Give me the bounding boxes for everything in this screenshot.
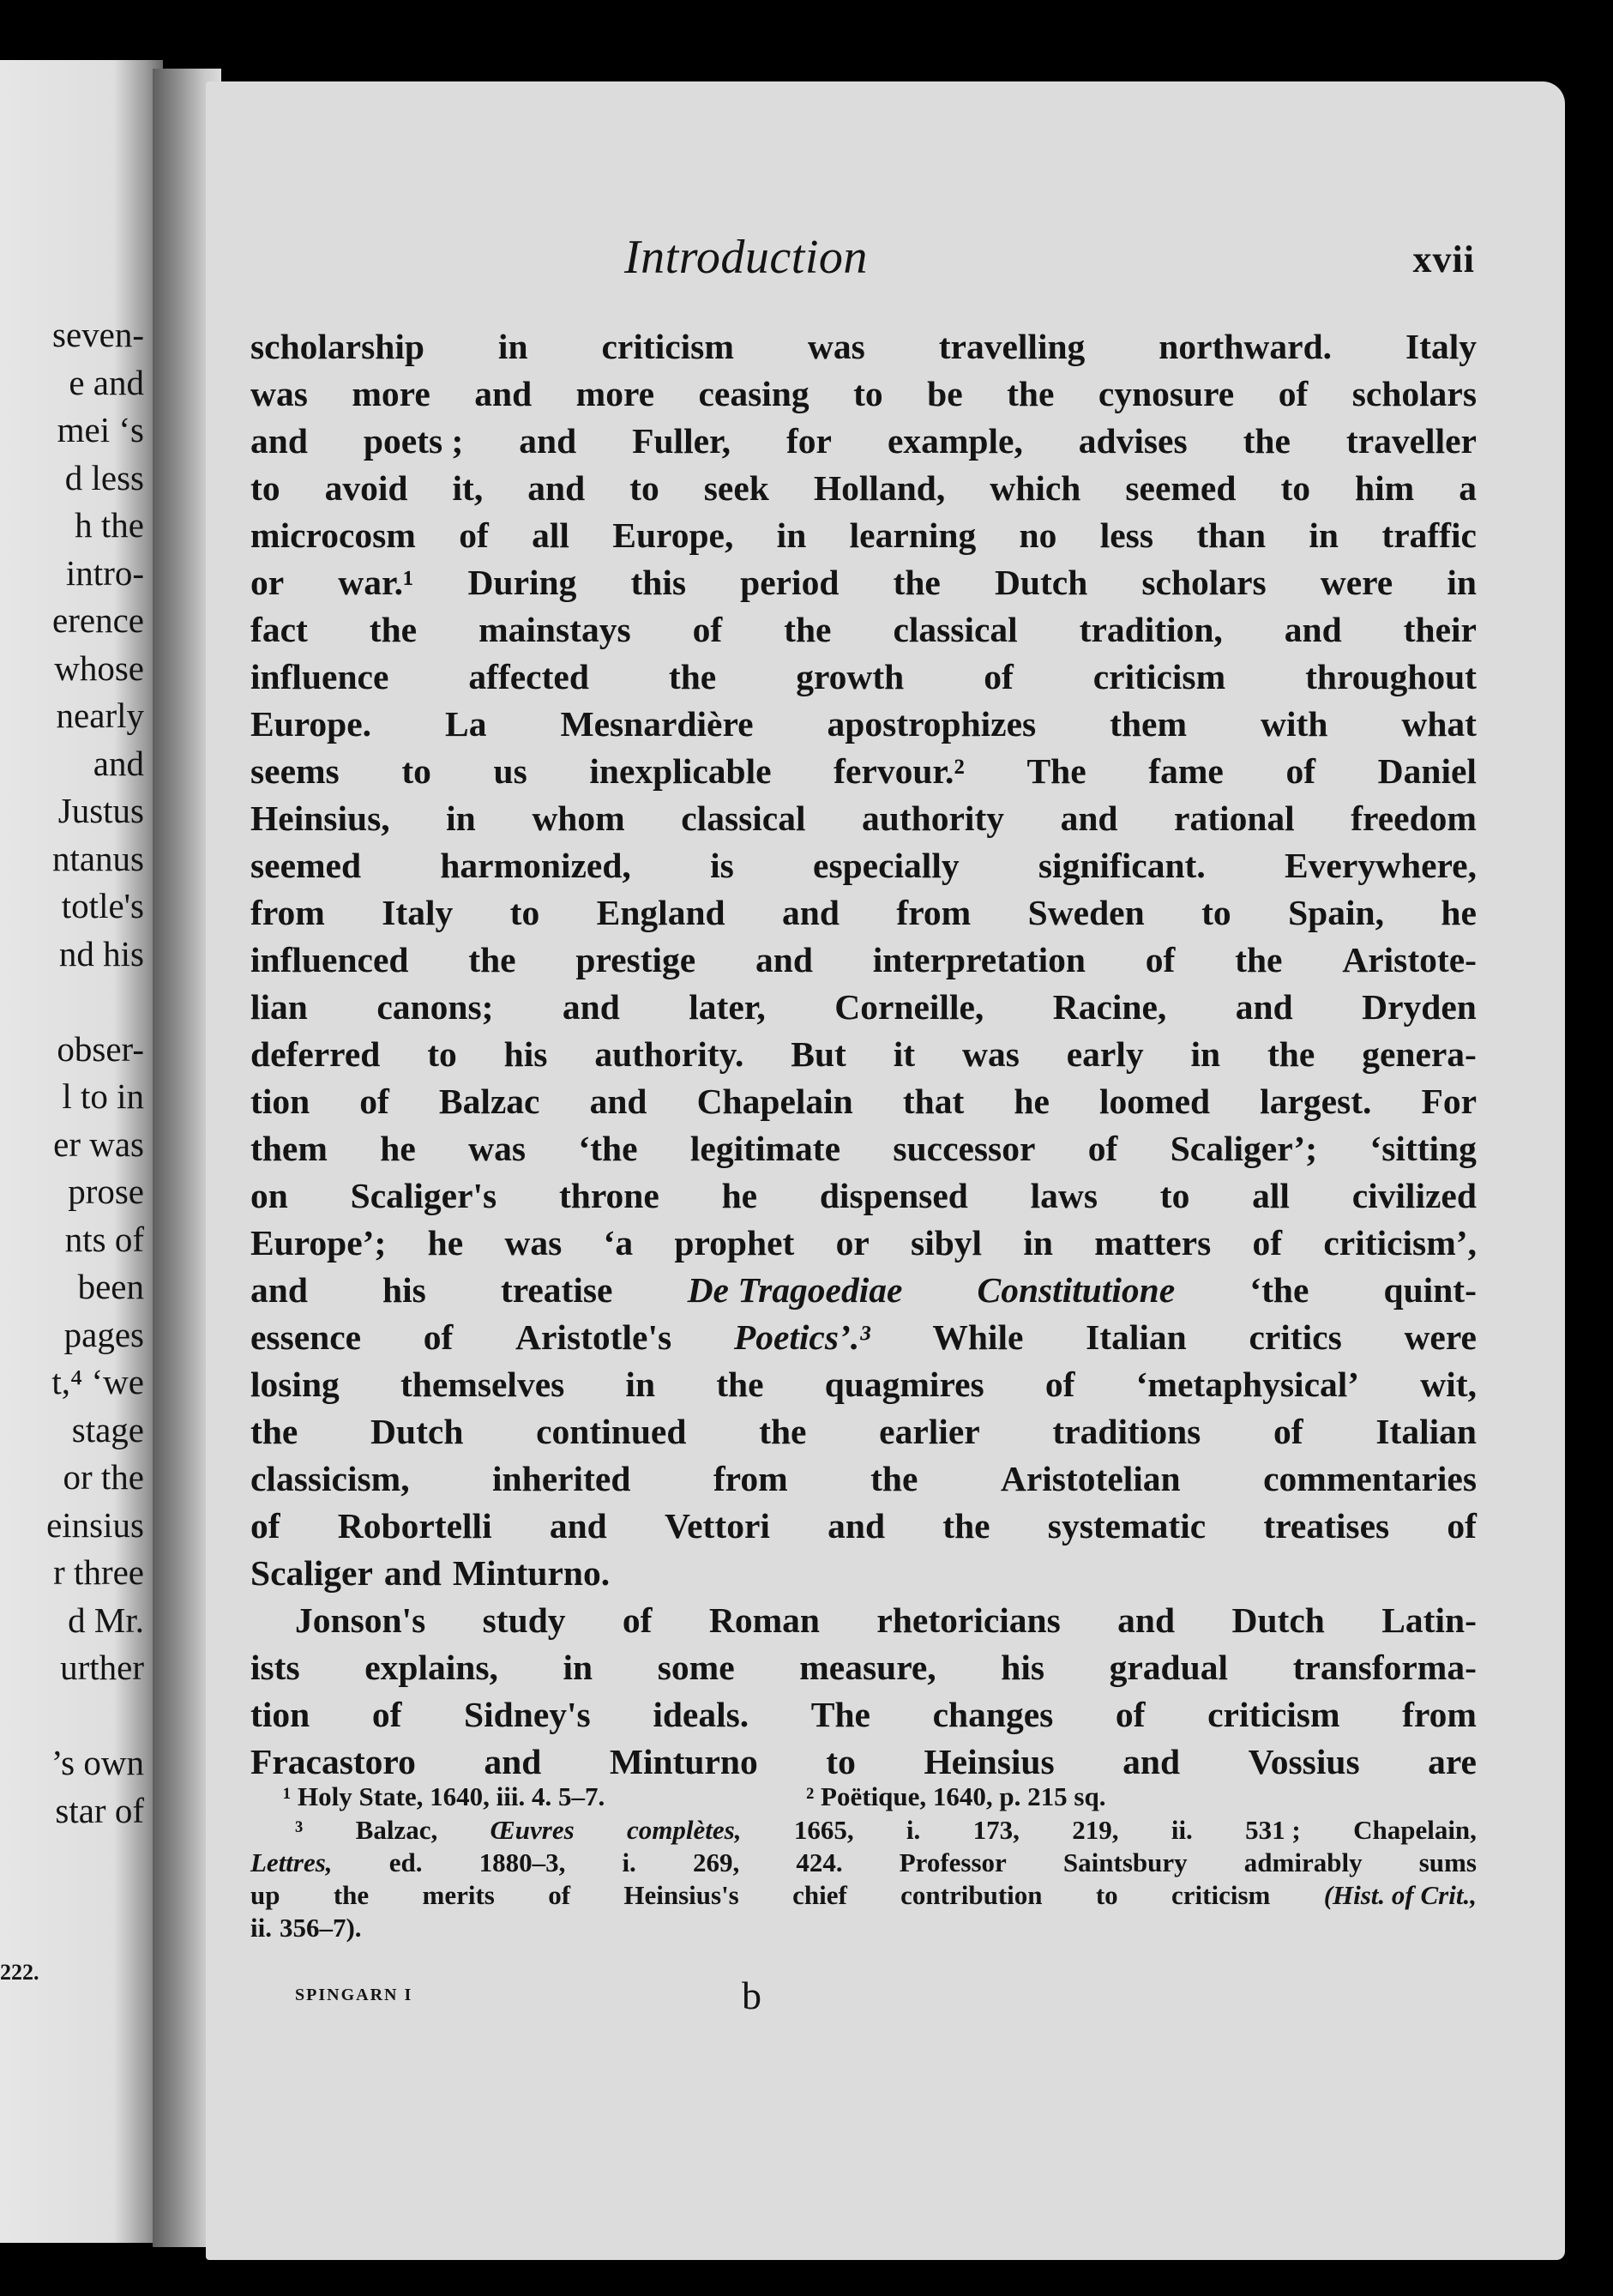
previous-page-line: ntanus (51, 838, 144, 878)
text-line: tion of Sidney's ideals. The changes of criticism from (250, 1695, 1477, 1734)
text-line: Europe’; he was ‘a prophet or sibyl in matters of criticism’, (250, 1223, 1477, 1262)
previous-page-line: einsius (46, 1504, 144, 1545)
previous-page-line: nearly (56, 696, 144, 735)
text-line: or war.¹ During this period the Dutch scholars were in (250, 563, 1477, 602)
footnotes (250, 1780, 1477, 1944)
text-line: Jonson's study of Roman rhetoricians and Dutch Latin- (295, 1600, 1477, 1640)
previous-page-line: and (93, 743, 144, 783)
text-line: of Robortelli and Vettori and the systematic treatises of (250, 1506, 1477, 1546)
page-number: xvii (1412, 238, 1475, 280)
footnote-line: Lettres, ed. 1880–3, i. 269, 424. Professor Saintsbury admirably sums (250, 1847, 1477, 1877)
text-line: essence of Aristotle's Poetics’.³ While Italian critics were (250, 1317, 1477, 1357)
text-line: them he was ‘the legitimate successor of Scaliger’; ‘sitting (250, 1129, 1477, 1168)
footnote-2: ² Poëtique, 1640, p. 215 sq. (806, 1781, 1106, 1811)
previous-page-line: e and (69, 362, 144, 402)
previous-page-line: Justus (57, 791, 144, 830)
text-line: losing themselves in the quagmires of ‘metaphysical’ wit, (250, 1365, 1477, 1404)
text-line: the Dutch continued the earlier traditions of Italian (250, 1412, 1477, 1451)
text-line: Scaliger and Minturno. (250, 1553, 611, 1593)
previous-page-line: er was (53, 1124, 144, 1164)
previous-page-line: seven- (51, 315, 144, 354)
previous-page-line: r three (53, 1552, 144, 1592)
previous-page-line: whose (54, 648, 144, 688)
previous-page-line: been (77, 1267, 144, 1306)
previous-page-line: ’s own (51, 1743, 144, 1782)
text-line: was more and more ceasing to be the cynosure of scholars (250, 374, 1477, 413)
text-line: tion of Balzac and Chapelain that he loomed largest. For (250, 1082, 1477, 1121)
text-line: influenced the prestige and interpretation of the Aristote- (250, 940, 1477, 979)
previous-page-line: pages (63, 1314, 144, 1354)
previous-page-line: nts of (64, 1219, 144, 1259)
previous-page-number: 222. (0, 1960, 39, 1985)
previous-page-line: star of (55, 1790, 144, 1830)
previous-page-line: erence (52, 600, 144, 640)
previous-page-line: d Mr. (68, 1600, 144, 1640)
running-title: Introduction (624, 231, 868, 284)
previous-page-line: nd his (58, 933, 144, 973)
page-header (206, 232, 1475, 292)
previous-page-line: prose (68, 1172, 144, 1211)
text-line: and poets ; and Fuller, for example, advises the traveller (250, 421, 1477, 461)
text-line: fact the mainstays of the classical tradition, and their (250, 610, 1477, 649)
previous-page-line: l to in (62, 1076, 144, 1116)
text-line: seemed harmonized, is especially significant. Everywhere, (250, 846, 1477, 885)
previous-page-line: totle's (61, 886, 144, 925)
footnote-3 (250, 1814, 1477, 1944)
previous-page-line: obser- (57, 1028, 144, 1069)
text-line: from Italy to England and from Sweden to Spain, he (250, 893, 1477, 932)
previous-page-edge (0, 60, 163, 2243)
text-line: classicism, inherited from the Aristotelian commentaries (250, 1459, 1477, 1498)
text-line: and his treatise De Tragoediae Constitutione ‘the quint- (250, 1270, 1477, 1310)
text-line: scholarship in criticism was travelling northward. Italy (250, 327, 1477, 366)
text-line: Heinsius, in whom classical authority and rational freedom (250, 798, 1477, 838)
text-line: lian canons; and later, Corneille, Racine, and Dryden (250, 987, 1477, 1027)
footnote-line: ³ Balzac, Œuvres complètes, 1665, i. 173, 219, ii. 531 ; Chapelain, (295, 1815, 1477, 1845)
previous-page-line: t,⁴ ‘we (51, 1362, 144, 1401)
previous-page-line: urther (60, 1648, 144, 1687)
previous-page-line: d less (64, 457, 144, 497)
text-line: influence affected the growth of criticism throughout (250, 657, 1477, 696)
previous-page-text (0, 60, 163, 2243)
previous-page-line: intro- (65, 552, 144, 593)
text-line: on Scaliger's throne he dispensed laws to all civilized (250, 1176, 1477, 1215)
previous-page-line: h the (75, 505, 144, 545)
footnote-line: ii. 356–7). (250, 1913, 362, 1943)
signature-mark: SPINGARN I (295, 1986, 413, 2004)
text-line: Europe. La Mesnardière apostrophizes them with what (250, 704, 1477, 744)
text-line: microcosm of all Europe, in learning no less than in traffic (250, 515, 1477, 555)
text-line: ists explains, in some measure, his gradual transforma- (250, 1648, 1477, 1687)
text-line: deferred to his authority. But it was early in the genera- (250, 1034, 1477, 1074)
previous-page-line: mei ‘s (57, 410, 144, 449)
footnote-1: ¹ Holy State, 1640, iii. 4. 5–7. (283, 1781, 605, 1811)
text-line: seems to us inexplicable fervour.² The fame of Daniel (250, 751, 1477, 791)
book-page (206, 81, 1565, 2260)
signature-letter: b (742, 1974, 761, 2017)
footnote-line: up the merits of Heinsius's chief contribution to criticism (Hist. of Crit., (250, 1880, 1477, 1910)
body-text (250, 323, 1477, 1786)
text-line: to avoid it, and to seek Holland, which seemed to him a (250, 468, 1477, 508)
previous-page-line: stage (71, 1409, 144, 1449)
previous-page-line: or the (63, 1457, 144, 1497)
text-line: Fracastoro and Minturno to Heinsius and Vossius are (250, 1742, 1477, 1781)
